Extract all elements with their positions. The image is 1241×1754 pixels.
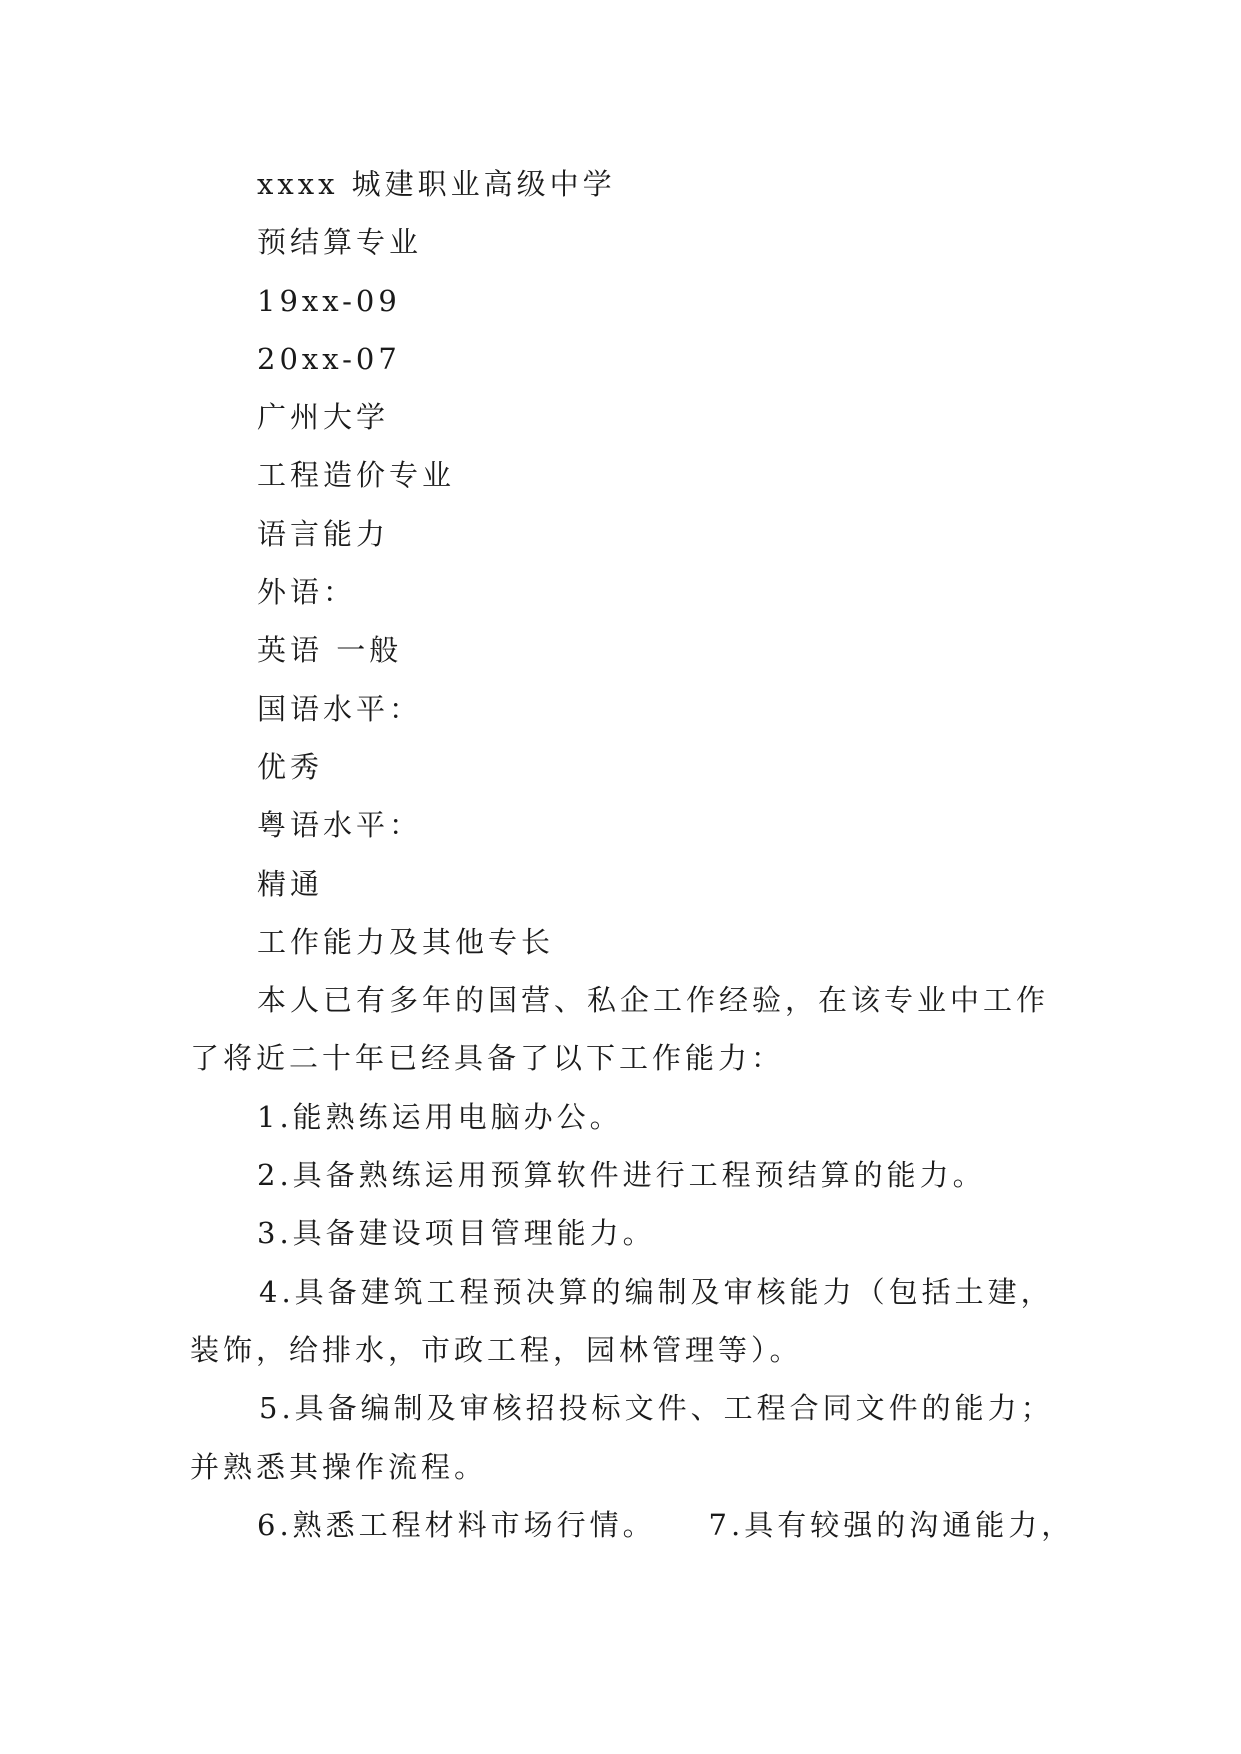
list-item: 1.能熟练运用电脑办公。 [257, 1099, 623, 1134]
paragraph-line: 本人已有多年的国营、私企工作经验，在该专业中工作 [257, 983, 1050, 1018]
list-item-continuation: 并熟悉其操作流程。 [190, 1449, 488, 1484]
mandarin-value: 优秀 [257, 749, 324, 784]
foreign-language-label: 外语： [257, 575, 357, 610]
school-major: 预结算专业 [257, 225, 423, 260]
university-major: 工程造价专业 [257, 458, 456, 493]
list-item: 3.具备建设项目管理能力。 [257, 1216, 656, 1251]
document-body [190, 155, 1150, 1554]
section-heading-skills: 工作能力及其他专长 [257, 924, 555, 959]
cantonese-label: 粤语水平： [257, 808, 423, 843]
list-item-continuation: 装饰，给排水，市政工程，园林管理等）。 [190, 1332, 803, 1367]
mandarin-label: 国语水平： [257, 691, 423, 726]
list-item: 4.具备建筑工程预决算的编制及审核能力（包括土建， [259, 1274, 1054, 1309]
cantonese-value: 精通 [257, 866, 324, 901]
school-name: xxxx 城建职业高级中学 [257, 167, 616, 201]
paragraph-line: 了将近二十年已经具备了以下工作能力： [190, 1041, 785, 1076]
end-date: 20xx-07 [257, 341, 401, 376]
foreign-language-value: 英语 一般 [257, 633, 403, 668]
list-item: 2.具备熟练运用预算软件进行工程预结算的能力。 [257, 1158, 986, 1193]
start-date: 19xx-09 [257, 283, 401, 318]
list-item: 5.具备编制及审核招投标文件、工程合同文件的能力； [259, 1391, 1054, 1426]
list-item: 6.熟悉工程材料市场行情。 7.具有较强的沟通能力， [257, 1507, 1075, 1542]
university-name: 广州大学 [257, 400, 390, 435]
section-heading-language: 语言能力 [257, 516, 390, 551]
